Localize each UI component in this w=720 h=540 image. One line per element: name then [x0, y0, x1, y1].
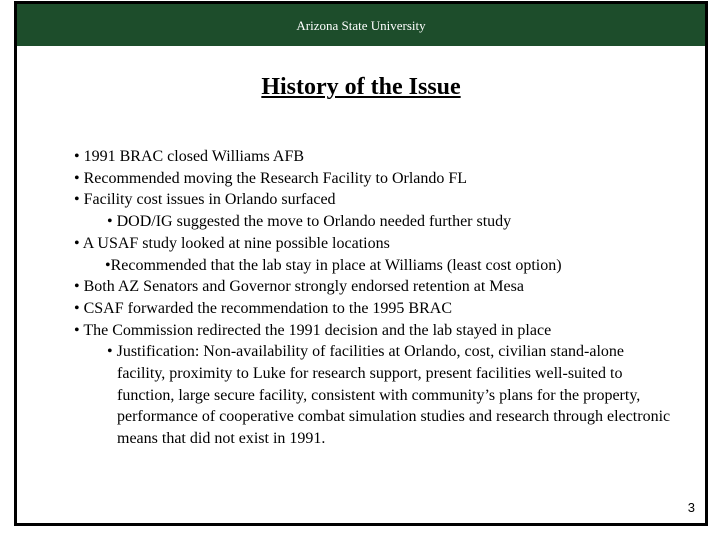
bullet-item: • The Commission redirected the 1991 decision and the lab stayed in place	[74, 321, 552, 339]
slide-frame	[14, 1, 708, 526]
institution-name: Arizona State University	[296, 18, 426, 33]
justification-text: • Justification: Non-availability of facilities at Orlando, cost, civilian stand-alone facility, proximity to Luke for research support, present facilities well-suited to function, large secure facility, consistent with community’s plans for the property, performance of cooperative combat simulation studies and research through electronic means that did not exist in 1991.	[107, 343, 671, 448]
sub-bullet-item: • DOD/IG suggested the move to Orlando needed further study	[107, 213, 512, 231]
page-number: 3	[687, 500, 695, 515]
slide-title: History of the Issue	[261, 74, 461, 100]
bullet-item: • CSAF forwarded the recommendation to the 1995 BRAC	[74, 299, 452, 317]
sub-bullet-item: •Recommended that the lab stay in place at Williams (least cost option)	[105, 256, 562, 274]
bullet-item: • Facility cost issues in Orlando surfaced	[74, 191, 336, 209]
bullet-item: • A USAF study looked at nine possible locations	[74, 234, 390, 252]
bullet-item: • 1991 BRAC closed Williams AFB	[74, 148, 305, 165]
header-bar	[17, 4, 705, 46]
bullet-list	[74, 146, 674, 450]
sub-bullet-justification	[74, 341, 674, 450]
bullet-item: • Recommended moving the Research Facility to Orlando FL	[74, 169, 468, 187]
bullet-item: • Both AZ Senators and Governor strongly endorsed retention at Mesa	[74, 278, 524, 296]
